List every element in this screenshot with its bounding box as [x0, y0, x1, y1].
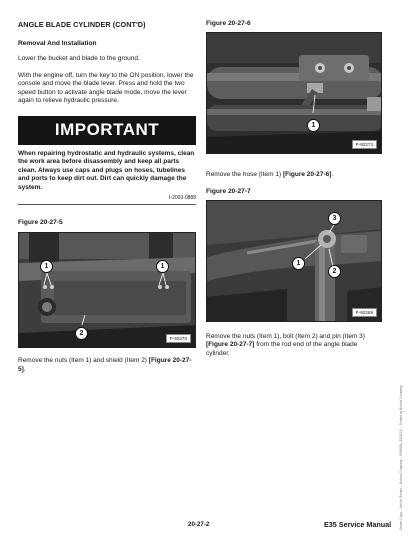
caption-5: Remove the nuts (Item 1) and shield (Item 2) [Figure 20-27-5].: [18, 357, 192, 374]
figure-5-illustration: [19, 233, 196, 348]
figure-ref-5: [Figure 20-27-5]: [18, 357, 192, 374]
callout-item-1: 1: [307, 119, 320, 132]
callout-item-1a: 1: [40, 260, 53, 273]
photo-code-5: P-92270: [166, 334, 191, 343]
right-column: [206, 20, 382, 358]
figure-6-illustration: [207, 33, 382, 154]
callout-item-1: 1: [292, 257, 305, 270]
callout-item-2: 2: [328, 265, 341, 278]
figure-label-5: Figure 20-27-5: [18, 219, 63, 227]
figure-photo-7: [206, 200, 382, 322]
callout-item-3: 3: [328, 212, 341, 225]
figure-ref-7: [Figure 20-27-7]: [206, 341, 255, 349]
important-code: I-2003-0888: [169, 195, 196, 202]
removal-step-2: With the engine off, turn the key to the ON position, lower the console and move the blade lever. Press and hold the two speed button to activate angle blade mode, move the lever again to relieve hydraulic pressure.: [18, 71, 194, 105]
left-column: [18, 20, 196, 375]
figure-label-6: Figure 20-27-6: [206, 20, 251, 27]
callout-item-1b: 1: [156, 260, 169, 273]
important-text: When repairing hydrostatic and hydraulic systems, clean the work area before disassembly and keep all parts clean. Always use caps and plugs on hoses, tubelines and ports to keep dirt out. Dirt can quickly damage the system.: [18, 149, 195, 191]
figure-label-7: Figure 20-27-7: [206, 187, 251, 195]
manual-title: E35 Service Manual: [324, 520, 392, 529]
figure-photo-6: [206, 32, 382, 154]
caption-7: Remove the nuts (Item 1), bolt (Item 2) and pin (Item 3) [Figure 20-27-7] from the rod end of the angle blade cylinder.: [206, 332, 365, 357]
important-banner: [18, 116, 196, 145]
side-watermark-text: Dealer Copy -- Not for Resale -- Bobcat Company -- 6989681 (11/2021) -- Printed by Bobcat Company: [399, 385, 403, 530]
caption-6: Remove the hose (Item 1) [Figure 20-27-6].: [206, 171, 334, 178]
important-label: IMPORTANT: [54, 120, 160, 140]
figure-photo-5: [18, 232, 196, 348]
removal-heading: Removal And Installation: [18, 40, 97, 47]
photo-code-6: P-92273: [352, 140, 377, 149]
photo-code-7: P-92268: [352, 308, 377, 317]
section-title: ANGLE BLADE CYLINDER (CONT'D): [18, 20, 146, 29]
divider: [18, 204, 196, 205]
callout-item-2: 2: [75, 327, 88, 340]
page-number: 20-27-2: [188, 521, 210, 528]
removal-step-1: Lower the bucket and blade to the ground.: [18, 55, 140, 62]
figure-ref-6: [Figure 20-27-6]: [282, 171, 332, 178]
